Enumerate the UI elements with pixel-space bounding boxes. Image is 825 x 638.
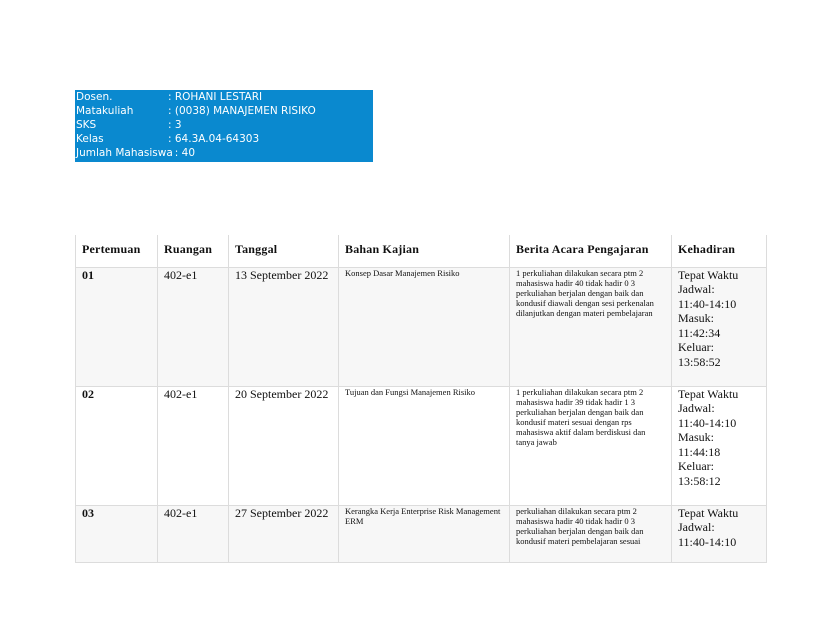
meeting-number: 02 [76,386,158,505]
attendance [672,267,767,386]
attendance-label: Jadwal: [678,282,715,296]
info-value: : ROHANI LESTARI [168,91,263,103]
teaching-report: 1 perkuliahan dilakukan secara ptm 2 mahasiswa hadir 39 tidak hadir 1 3 perkuliahan berjalan dengan baik dan kondusif materi sesuai dengan rps mahasiswa aktif dalam berdiskusi dan tanya jawab [510,386,672,505]
meeting-number: 03 [76,505,158,562]
attendance-status: Tepat Waktu [678,505,739,520]
info-key: SKS [76,119,97,131]
date: 20 September 2022 [229,386,339,505]
info-row-lecturer [75,90,373,104]
attendance-value: 13:58:52 [678,354,721,369]
room: 402-e1 [158,267,229,386]
teaching-report: 1 perkuliahan dilakukan secara ptm 2 mahasiswa hadir 40 tidak hadir 0 3 perkuliahan berjalan dengan baik dan kondusif diawali dengan sesi perkenalan dilanjutkan dengan materi pembelajaran [510,267,672,386]
course-info-box [75,90,373,162]
attendance-value: 11:40-14:10 [678,296,737,311]
room: 402-e1 [158,505,229,562]
info-row-student-count [75,146,373,160]
meeting-number: 01 [76,267,158,386]
attendance-label: Jadwal: [678,401,715,415]
table-row [76,505,767,562]
attendance-value: 13:58:12 [678,473,721,488]
header-attendance: Kehadiran [672,235,767,267]
attendance [672,386,767,505]
info-row-credits [75,118,373,132]
info-value: : 40 [174,147,196,159]
attendance-status: Tepat Waktu [678,386,739,401]
table-header-row [76,235,767,267]
date: 27 September 2022 [229,505,339,562]
header-topic: Bahan Kajian [339,235,510,267]
info-key: Kelas [76,133,104,145]
info-key: Jumlah Mahasiswa [76,147,173,159]
topic: Kerangka Kerja Enterprise Risk Management ERM [339,505,510,562]
attendance-value: 11:40-14:10 [678,415,737,430]
info-value: : 3 [168,119,182,131]
attendance-value: 11:42:34 [678,325,721,340]
meeting-schedule-table [75,235,767,563]
attendance [672,505,767,562]
attendance-value: 11:40-14:10 [678,534,737,549]
attendance-label: Jadwal: [678,520,715,534]
date: 13 September 2022 [229,267,339,386]
attendance-value: 11:44:18 [678,444,721,459]
header-room: Ruangan [158,235,229,267]
info-value: : 64.3A.04-64303 [168,133,260,145]
room: 402-e1 [158,386,229,505]
info-row-class [75,132,373,146]
header-meeting: Pertemuan [76,235,158,267]
header-date: Tanggal [229,235,339,267]
teaching-report: perkuliahan dilakukan secara ptm 2 mahasiswa hadir 40 tidak hadir 0 3 perkuliahan berjalan dengan baik dan kondusif materi pembelajaran sesuai [510,505,672,562]
info-value: : (0038) MANAJEMEN RISIKO [168,105,316,117]
attendance-label: Masuk: [678,311,714,325]
attendance-label: Keluar: [678,459,714,473]
attendance-label: Masuk: [678,430,714,444]
table-row [76,267,767,386]
table-row [76,386,767,505]
info-key: Matakuliah [76,105,134,117]
info-row-course [75,104,373,118]
topic: Tujuan dan Fungsi Manajemen Risiko [339,386,510,505]
info-key: Dosen. [76,91,113,103]
header-report: Berita Acara Pengajaran [510,235,672,267]
attendance-status: Tepat Waktu [678,267,739,282]
topic: Konsep Dasar Manajemen Risiko [339,267,510,386]
attendance-label: Keluar: [678,340,714,354]
